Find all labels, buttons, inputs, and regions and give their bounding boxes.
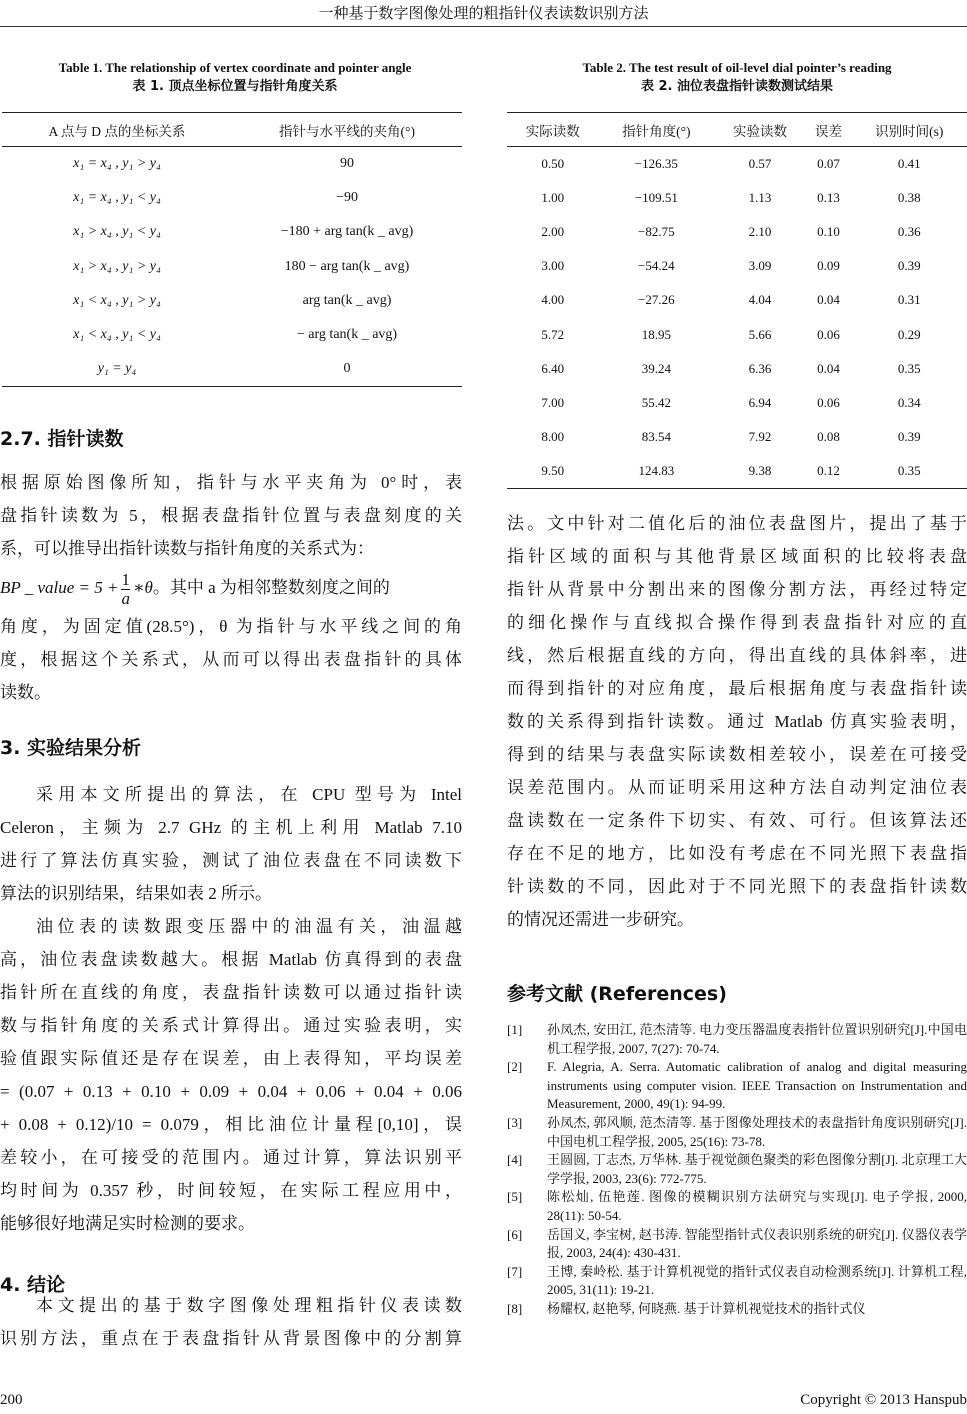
table-cell: 0.36 bbox=[897, 223, 921, 239]
table-cell: 0.08 bbox=[817, 429, 840, 445]
table-cell: 5.66 bbox=[748, 326, 772, 342]
table1-caption-en: Table 1. The relationship of vertex coordinate and pointer angle bbox=[58, 60, 412, 75]
text-line: 数的关系得到指针读数。通过 Matlab 仿真实验表明， bbox=[507, 712, 967, 731]
table-cell: x₁ = x₄ , y₁ < y₄ bbox=[73, 189, 161, 205]
text-line: 根据原始图像所知，指针与水平夹角为 0°时，表 bbox=[0, 473, 462, 492]
table-cell: 0.41 bbox=[897, 155, 921, 171]
table-cell: arg tan(k _ avg) bbox=[302, 292, 392, 308]
table-cell: 7.00 bbox=[541, 394, 565, 410]
table2-caption bbox=[507, 58, 967, 96]
running-header: 一种基于数字图像处理的粗指针仪表读数识别方法 bbox=[318, 4, 649, 22]
table2-header: 指针角度(°) bbox=[598, 113, 714, 147]
reference-item bbox=[507, 1300, 967, 1319]
table-cell: −180 + arg tan(k _ avg) bbox=[280, 224, 414, 240]
text-line: 能够很好地满足实时检测的要求。 bbox=[0, 1214, 255, 1233]
table-row bbox=[507, 352, 967, 386]
text-line: 线，然后根据直线的方向，得出直线的具体斜率，进 bbox=[507, 646, 967, 665]
table-cell: 83.54 bbox=[641, 429, 671, 445]
paragraph bbox=[0, 778, 462, 1240]
table-cell: 0.35 bbox=[897, 360, 921, 376]
table-row bbox=[507, 283, 967, 317]
table-cell: 0.38 bbox=[897, 189, 921, 205]
reference-number: [2] bbox=[507, 1059, 523, 1075]
reference-item bbox=[507, 1114, 967, 1151]
text-block bbox=[0, 1289, 462, 1355]
text-line: 得到的结果与表盘实际读数相差较小，误差在可接受 bbox=[507, 745, 967, 764]
references-list bbox=[507, 1021, 967, 1319]
table-cell: 0.39 bbox=[897, 258, 921, 274]
table-cell: 0.09 bbox=[817, 258, 840, 274]
table-cell: 18.95 bbox=[641, 326, 671, 342]
reference-number: [1] bbox=[507, 1022, 523, 1037]
table-cell: 8.00 bbox=[541, 429, 565, 445]
table-row bbox=[507, 249, 967, 283]
text-line: 盘指针读数为 5，根据表盘指针位置与表盘刻度的关 bbox=[0, 506, 462, 525]
table-cell: 39.24 bbox=[641, 360, 671, 376]
table-cell: x₁ > x₄ , y₁ < y₄ bbox=[73, 224, 161, 240]
text-line: 进行了算法仿真实验，测试了油位表盘在不同读数下 bbox=[0, 851, 462, 870]
table-cell: −90 bbox=[336, 189, 358, 205]
table-cell: −82.75 bbox=[638, 223, 675, 239]
table-cell: 0.06 bbox=[817, 394, 840, 410]
table-cell: 0 bbox=[232, 352, 462, 386]
text-line: 系，可以推导出指针读数与指针角度的关系式为： bbox=[0, 539, 374, 558]
table2-header: 误差 bbox=[806, 113, 852, 147]
table-cell: 3.00 bbox=[541, 258, 565, 274]
fraction-denominator: a bbox=[121, 588, 130, 608]
table-cell: x₁ > x₄ , y₁ > y₄ bbox=[73, 258, 161, 274]
reference-number: [4] bbox=[507, 1152, 523, 1168]
reference-item bbox=[507, 1058, 967, 1114]
reference-text: 王圆圆, 丁志杰, 万华林. 基于视觉颜色聚类的彩色图像分割[J]. 北京理工大学学报, 2003, 23(6): 772-775. bbox=[547, 1152, 967, 1186]
table1-caption bbox=[0, 58, 470, 96]
table-row bbox=[507, 454, 967, 488]
text-line: = (0.07 + 0.13 + 0.10 + 0.09 + 0.04 + 0.06 + 0.04 + 0.06 bbox=[0, 1082, 462, 1101]
text-line: 验值跟实际值还是存在误差，由上表得知，平均误差 bbox=[0, 1049, 462, 1068]
reference-number: [8] bbox=[507, 1300, 523, 1316]
text-line: 数与指针角度的关系式计算得出。通过实验表明，实 bbox=[0, 1016, 462, 1035]
text-line: 高，油位表盘读数越大。根据 Matlab 仿真得到的表盘 bbox=[0, 950, 462, 969]
table2-header: 实验读数 bbox=[714, 113, 805, 147]
table-cell: 6.40 bbox=[541, 360, 565, 376]
table-row bbox=[507, 420, 967, 454]
copyright: Copyright © 2013 Hanspub bbox=[800, 1392, 967, 1408]
fraction-numerator: 1 bbox=[121, 569, 130, 589]
references-heading: 参考文献 (References) bbox=[507, 983, 727, 1005]
table-row bbox=[507, 386, 967, 420]
text-line: 误差范围内。从而证明采用这种方法自动判定油位表 bbox=[507, 778, 967, 797]
reference-text: 孙凤杰, 安田江, 范杰清等. 电力变压器温度表指针位置识别研究[J].中国电机工程学报, 2007, 7(27): 70-74. bbox=[547, 1022, 967, 1056]
table-row bbox=[507, 181, 967, 215]
text-line: 针读数的不同，因此对于不同光照下的表盘指针读数 bbox=[507, 877, 967, 896]
table1 bbox=[2, 112, 462, 387]
table-row bbox=[507, 317, 967, 351]
text-line: 的细化操作与直线拟合操作得到表盘指针对应的直 bbox=[507, 613, 967, 632]
table-cell: 3.09 bbox=[748, 258, 772, 274]
text-line: 指针所在直线的角度，表盘指针读数可以通过指针读 bbox=[0, 983, 462, 1002]
table-row bbox=[2, 318, 462, 352]
table-cell: − arg tan(k _ avg) bbox=[296, 327, 398, 343]
reference-text: 岳国义, 李宝树, 赵书涛. 智能型指针式仪表识别系统的研究[J]. 仪器仪表学报, 2003, 24(4): 430-431. bbox=[547, 1226, 967, 1261]
text-line: 的情况还需进一步研究。 bbox=[507, 910, 694, 929]
reference-item bbox=[507, 1021, 967, 1058]
text-line: 度，根据这个关系式，从而可以得出表盘指针的具体 bbox=[0, 650, 462, 669]
reference-number: [5] bbox=[507, 1189, 523, 1205]
table-cell: x₁ < x₄ , y₁ > y₄ bbox=[73, 292, 161, 308]
table-cell: 6.94 bbox=[748, 394, 772, 410]
text-line: 指针区域的面积与其他背景区域面积的比较将表盘 bbox=[507, 547, 967, 566]
reference-item bbox=[507, 1188, 967, 1225]
table1-header: A 点与 D 点的坐标关系 bbox=[2, 113, 232, 147]
text-line: 采用本文所提出的算法，在 CPU 型号为 Intel bbox=[36, 785, 462, 804]
text-block bbox=[0, 610, 462, 709]
table-cell: 0.10 bbox=[817, 223, 840, 239]
text-line: 存在不足的地方，比如没有考虑在不同光照下表盘指 bbox=[507, 844, 967, 863]
formula-lhs: BP _ value = 5 + bbox=[0, 578, 119, 597]
table2-header: 识别时间(s) bbox=[851, 113, 967, 147]
text-line: 读数。 bbox=[0, 683, 51, 702]
table1-header: 指针与水平线的夹角(°) bbox=[232, 113, 462, 147]
formula-line bbox=[0, 565, 462, 610]
text-line: 油位表的读数跟变压器中的油温有关，油温越 bbox=[36, 917, 462, 936]
table-row bbox=[2, 249, 462, 283]
text-block bbox=[0, 466, 462, 565]
table-cell: 90 bbox=[340, 155, 354, 171]
table-cell: 180 − arg tan(k _ avg) bbox=[284, 258, 410, 274]
table-cell: 9.38 bbox=[714, 454, 805, 488]
table-row bbox=[507, 215, 967, 249]
table-cell: 9.50 bbox=[507, 454, 598, 488]
table-cell: 5.72 bbox=[541, 326, 565, 342]
paragraph bbox=[0, 466, 462, 709]
table-cell: 2.10 bbox=[748, 223, 772, 239]
text-block bbox=[0, 778, 462, 910]
formula-tail-text: 。其中 a 为相邻整数刻度之间的 bbox=[152, 578, 390, 597]
table-cell: x₁ = x₄ , y₁ > y₄ bbox=[73, 155, 161, 171]
table-cell: 7.92 bbox=[748, 429, 772, 445]
table2-header: 实际读数 bbox=[507, 113, 598, 147]
table-cell: 55.42 bbox=[641, 394, 671, 410]
table-cell: 0.34 bbox=[897, 394, 921, 410]
table1-caption-zh: 表 1. 顶点坐标位置与指针角度关系 bbox=[132, 79, 338, 94]
table-cell: 0.50 bbox=[541, 155, 565, 171]
table-cell: 0.12 bbox=[806, 454, 852, 488]
table-cell: y₁ = y₄ bbox=[2, 352, 232, 386]
table-cell: 0.29 bbox=[897, 326, 921, 342]
reference-item bbox=[507, 1263, 967, 1300]
table2-caption-zh: 表 2. 油位表盘指针读数测试结果 bbox=[640, 79, 834, 94]
text-line: 识别方法，重点在于表盘指针从背景图像中的分割算 bbox=[0, 1329, 462, 1348]
reference-number: [6] bbox=[507, 1226, 523, 1242]
text-line: 差较小，在可接受的范围内。通过计算，算法识别平 bbox=[0, 1148, 462, 1167]
reference-text: 陈松灿, 伍艳莲. 图像的模糊识别方法研究与实现[J]. 电子学报, 2000, 28(11): 50-54. bbox=[547, 1189, 967, 1223]
reference-text: 杨耀权, 赵艳琴, 何晓燕. 基于计算机视觉技术的指针式仪 bbox=[547, 1300, 866, 1316]
table2-caption-en: Table 2. The test result of oil-level dial pointer’s reading bbox=[582, 60, 892, 75]
reference-item bbox=[507, 1151, 967, 1188]
formula-fraction bbox=[121, 571, 130, 608]
text-line: 指针从背景中分割出来的图像分割方法，再经过特定 bbox=[507, 580, 967, 599]
text-line: Celeron，主频为 2.7 GHz 的主机上利用 Matlab 7.10 bbox=[0, 818, 462, 837]
paragraph bbox=[507, 507, 967, 936]
reference-text: 孙凤杰, 郭风顺, 范杰清等. 基于图像处理技术的表盘指针角度识别研究[J]. 中国电机工程学报, 2005, 25(16): 73-78. bbox=[547, 1114, 967, 1149]
header-divider bbox=[0, 26, 967, 27]
table-cell: 0.07 bbox=[817, 155, 840, 171]
table-row bbox=[2, 215, 462, 249]
table-cell: 0.06 bbox=[817, 326, 840, 342]
text-line: 角度，为固定值(28.5°)，θ 为指针与水平线之间的角 bbox=[0, 617, 462, 636]
table-cell: 0.39 bbox=[897, 429, 921, 445]
text-line: 法。文中针对二值化后的油位表盘图片，提出了基于 bbox=[507, 514, 967, 533]
table-cell: −54.24 bbox=[638, 258, 675, 274]
reference-text: F. Alegria, A. Serra. Automatic calibration of analog and digital measuring instruments using computer vision. IEEE Transaction on Instrumentation and Measurement, 2000, 49(1): 94-99. bbox=[547, 1059, 967, 1112]
table-row bbox=[2, 181, 462, 215]
text-block bbox=[0, 910, 462, 1240]
reference-text: 王博, 秦岭松. 基于计算机视觉的指针式仪表自动检测系统[J]. 计算机工程, 2005, 31(11): 19-21. bbox=[547, 1263, 967, 1298]
reference-number: [3] bbox=[507, 1114, 523, 1130]
formula-rhs: ∗θ bbox=[132, 578, 153, 597]
section-heading-2-7: 2.7. 指针读数 bbox=[0, 428, 124, 450]
table-cell: 0.35 bbox=[851, 454, 967, 488]
table-row bbox=[2, 284, 462, 318]
table2 bbox=[507, 112, 967, 489]
table-cell: 0.31 bbox=[897, 292, 921, 308]
table-cell: 1.13 bbox=[748, 189, 772, 205]
text-block bbox=[507, 507, 967, 936]
table-cell: 0.57 bbox=[748, 155, 772, 171]
table-cell: −109.51 bbox=[634, 189, 678, 205]
text-line: 盘读数在一定条件下切实、有效、可行。但该算法还 bbox=[507, 811, 967, 830]
table-cell: 0.04 bbox=[817, 292, 840, 308]
table-cell: 6.36 bbox=[748, 360, 772, 376]
reference-number: [7] bbox=[507, 1263, 523, 1279]
table-cell: −126.35 bbox=[634, 155, 678, 171]
table-cell: 2.00 bbox=[541, 223, 565, 239]
table-cell: 1.00 bbox=[541, 189, 565, 205]
table-row bbox=[2, 352, 462, 386]
table-row bbox=[2, 147, 462, 181]
table-cell: 0.04 bbox=[817, 360, 840, 376]
table-cell: 124.83 bbox=[598, 454, 714, 488]
table-row bbox=[507, 147, 967, 181]
table-cell: 0.13 bbox=[817, 189, 840, 205]
page-number: 200 bbox=[0, 1392, 23, 1408]
table-cell: 4.04 bbox=[748, 292, 772, 308]
table-cell: 4.00 bbox=[541, 292, 565, 308]
text-line: + 0.08 + 0.12)/10 = 0.079，相比油位计量程[0,10]，误 bbox=[0, 1115, 462, 1134]
table-cell: x₁ < x₄ , y₁ < y₄ bbox=[73, 327, 161, 343]
paragraph bbox=[0, 1289, 462, 1355]
text-line: 本文提出的基于数字图像处理粗指针仪表读数 bbox=[36, 1296, 462, 1315]
reference-item bbox=[507, 1226, 967, 1263]
section-heading-4: 4. 结论 bbox=[0, 1274, 66, 1296]
text-line: 算法的识别结果，结果如表 2 所示。 bbox=[0, 884, 272, 903]
text-line: 而得到指针的对应角度，最后根据角度与表盘指针读 bbox=[507, 679, 967, 698]
text-line: 均时间为 0.357 秒，时间较短，在实际工程应用中， bbox=[0, 1181, 462, 1200]
table-cell: −27.26 bbox=[638, 292, 675, 308]
section-heading-3: 3. 实验结果分析 bbox=[0, 737, 142, 759]
